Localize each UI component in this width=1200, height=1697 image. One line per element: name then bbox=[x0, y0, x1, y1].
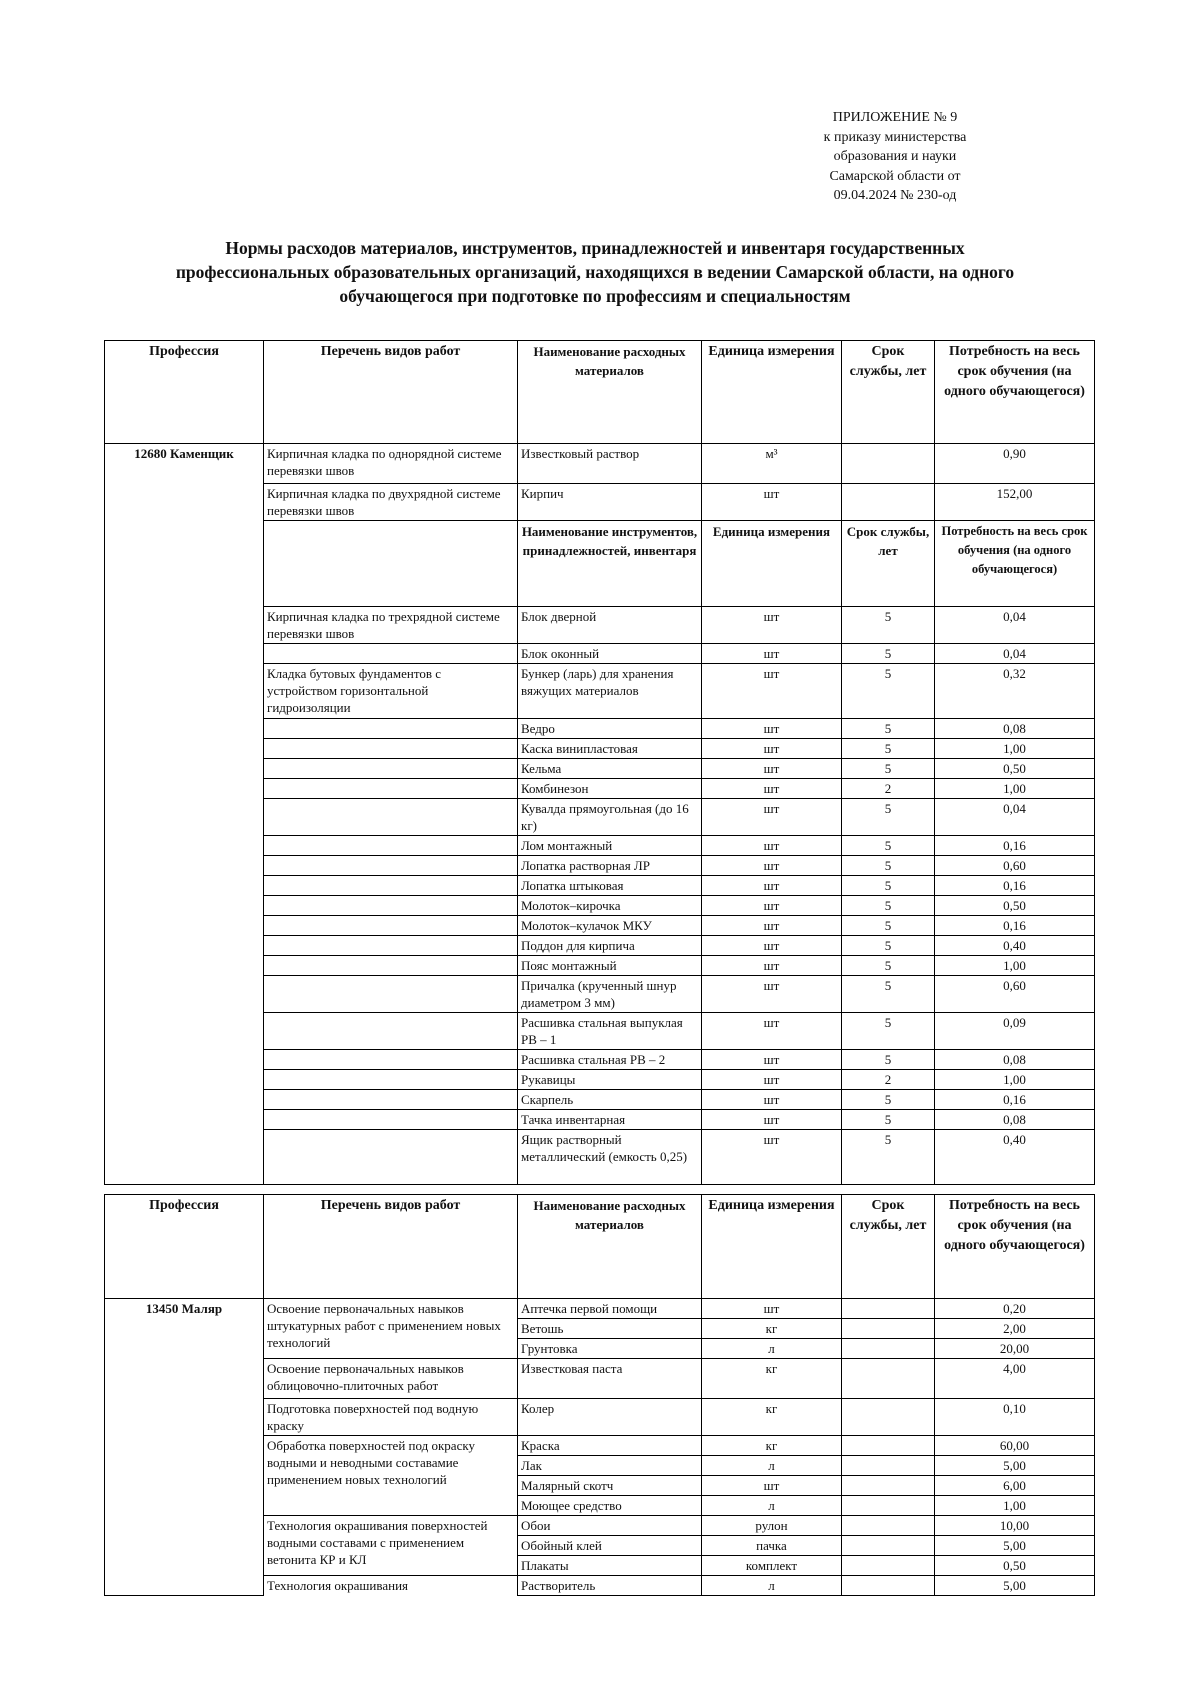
term-cell: 2 bbox=[842, 1070, 935, 1090]
need-cell: 5,00 bbox=[935, 1456, 1095, 1476]
need-cell: 0,32 bbox=[935, 664, 1095, 719]
need-cell: 5,00 bbox=[935, 1576, 1095, 1596]
term-cell: 5 bbox=[842, 739, 935, 759]
unit-cell: кг bbox=[702, 1399, 842, 1436]
item-name: Причалка (крученный шнур диаметром 3 мм) bbox=[518, 976, 702, 1013]
term-cell: 5 bbox=[842, 976, 935, 1013]
title-line: обучающегося при подготовке по профессиям и специальностям bbox=[339, 286, 851, 306]
work-cell bbox=[264, 1130, 518, 1185]
work-cell bbox=[264, 856, 518, 876]
need-cell: 0,50 bbox=[935, 896, 1095, 916]
need-cell: 6,00 bbox=[935, 1476, 1095, 1496]
work-cell bbox=[264, 896, 518, 916]
work-cell: Кирпичная кладка по двухрядной системе перевязки швов bbox=[264, 484, 518, 521]
work-cell bbox=[264, 799, 518, 836]
need-cell: 0,16 bbox=[935, 916, 1095, 936]
unit-cell: шт bbox=[702, 876, 842, 896]
term-cell bbox=[842, 1319, 935, 1339]
need-cell: 0,16 bbox=[935, 836, 1095, 856]
unit-cell: шт bbox=[702, 607, 842, 644]
work-cell: Кирпичная кладка по трехрядной системе перевязки швов bbox=[264, 607, 518, 644]
work-cell: Освоение первоначальных навыков штукатурных работ с применением новых технологий bbox=[264, 1299, 518, 1359]
item-name: Блок оконный bbox=[518, 644, 702, 664]
work-cell: Технология окрашивания bbox=[264, 1576, 518, 1596]
term-cell bbox=[842, 1299, 935, 1319]
item-name: Колер bbox=[518, 1399, 702, 1436]
unit-cell: м³ bbox=[702, 444, 842, 484]
work-cell: Обработка поверхностей под окраску водными и неводными составамие применением новых технологий bbox=[264, 1436, 518, 1516]
header-unit: Единица измерения bbox=[702, 341, 842, 444]
need-cell: 0,50 bbox=[935, 759, 1095, 779]
item-name: Грунтовка bbox=[518, 1339, 702, 1359]
appendix-line: образования и науки bbox=[833, 149, 957, 164]
unit-cell: шт bbox=[702, 1299, 842, 1319]
term-cell: 5 bbox=[842, 856, 935, 876]
work-cell bbox=[264, 1110, 518, 1130]
term-cell: 2 bbox=[842, 779, 935, 799]
need-cell: 1,00 bbox=[935, 779, 1095, 799]
work-cell bbox=[264, 779, 518, 799]
unit-cell: шт bbox=[702, 664, 842, 719]
norms-table-mason bbox=[104, 340, 1095, 1185]
term-cell bbox=[842, 1516, 935, 1536]
unit-cell: шт bbox=[702, 1090, 842, 1110]
unit-cell: шт bbox=[702, 1050, 842, 1070]
term-cell bbox=[842, 1359, 935, 1399]
item-name: Кувалда прямоугольная (до 16 кг) bbox=[518, 799, 702, 836]
need-cell: 0,16 bbox=[935, 1090, 1095, 1110]
item-name: Молоток–кулачок МКУ bbox=[518, 916, 702, 936]
term-cell: 5 bbox=[842, 1013, 935, 1050]
item-name: Моющее средство bbox=[518, 1496, 702, 1516]
unit-cell: пачка bbox=[702, 1536, 842, 1556]
unit-cell: шт bbox=[702, 916, 842, 936]
unit-cell: шт bbox=[702, 799, 842, 836]
unit-cell: шт bbox=[702, 759, 842, 779]
item-name: Ящик растворный металлический (емкость 0,25) bbox=[518, 1130, 702, 1185]
header-works: Перечень видов работ bbox=[264, 341, 518, 444]
item-name: Расшивка стальная РВ – 2 bbox=[518, 1050, 702, 1070]
unit-cell: л bbox=[702, 1339, 842, 1359]
table-header-row bbox=[105, 341, 1095, 444]
item-name: Растворитель bbox=[518, 1576, 702, 1596]
norms-table-painter bbox=[104, 1194, 1095, 1596]
unit-cell: шт bbox=[702, 1013, 842, 1050]
term-cell: 5 bbox=[842, 876, 935, 896]
header-tools: Наименование инструментов, принадлежностей, инвентаря bbox=[518, 521, 702, 607]
item-name: Известковый раствор bbox=[518, 444, 702, 484]
work-cell: Подготовка поверхностей под водную краску bbox=[264, 1399, 518, 1436]
item-name: Лак bbox=[518, 1456, 702, 1476]
item-name: Кельма bbox=[518, 759, 702, 779]
header-profession: Профессия bbox=[105, 1195, 264, 1299]
work-cell: Освоение первоначальных навыков облицовочно-плиточных работ bbox=[264, 1359, 518, 1399]
work-cell: Технология окрашивания поверхностей водными составами с применением ветонита КР и КЛ bbox=[264, 1516, 518, 1576]
term-cell: 5 bbox=[842, 936, 935, 956]
term-cell: 5 bbox=[842, 1130, 935, 1185]
profession-cell: 13450 Маляр bbox=[105, 1299, 264, 1596]
work-cell bbox=[264, 1050, 518, 1070]
work-cell bbox=[264, 976, 518, 1013]
work-cell bbox=[264, 739, 518, 759]
header-works: Перечень видов работ bbox=[264, 1195, 518, 1299]
term-cell: 5 bbox=[842, 836, 935, 856]
need-cell: 1,00 bbox=[935, 1496, 1095, 1516]
need-cell: 0,60 bbox=[935, 976, 1095, 1013]
unit-cell: шт bbox=[702, 836, 842, 856]
profession-cell: 12680 Каменщик bbox=[105, 444, 264, 1185]
need-cell: 5,00 bbox=[935, 1536, 1095, 1556]
term-cell bbox=[842, 484, 935, 521]
item-name: Обои bbox=[518, 1516, 702, 1536]
document-title bbox=[110, 236, 1080, 308]
work-cell bbox=[264, 916, 518, 936]
term-cell bbox=[842, 444, 935, 484]
term-cell: 5 bbox=[842, 664, 935, 719]
item-name: Ведро bbox=[518, 719, 702, 739]
item-name: Молоток–кирочка bbox=[518, 896, 702, 916]
term-cell: 5 bbox=[842, 644, 935, 664]
item-name: Краска bbox=[518, 1436, 702, 1456]
term-cell: 5 bbox=[842, 607, 935, 644]
unit-cell: шт bbox=[702, 719, 842, 739]
item-name: Обойный клей bbox=[518, 1536, 702, 1556]
header-term: Срок службы, лет bbox=[842, 1195, 935, 1299]
header-term: Срок службы, лет bbox=[842, 341, 935, 444]
item-name: Ветошь bbox=[518, 1319, 702, 1339]
term-cell bbox=[842, 1456, 935, 1476]
term-cell bbox=[842, 1476, 935, 1496]
need-cell: 4,00 bbox=[935, 1359, 1095, 1399]
header-need: Потребность на весь срок обучения (на одного обучающегося) bbox=[935, 1195, 1095, 1299]
appendix-line: 09.04.2024 № 230-од bbox=[833, 188, 957, 203]
item-name: Лом монтажный bbox=[518, 836, 702, 856]
appendix-line: Самарской области от bbox=[829, 168, 961, 184]
need-cell: 0,04 bbox=[935, 799, 1095, 836]
unit-cell: шт bbox=[702, 779, 842, 799]
table-row bbox=[105, 1299, 1095, 1319]
work-cell: Кладка бутовых фундаментов с устройством горизонтальной гидроизоляции bbox=[264, 664, 518, 719]
unit-cell: кг bbox=[702, 1359, 842, 1399]
unit-cell: л bbox=[702, 1496, 842, 1516]
title-line: профессиональных образовательных организаций, находящихся в ведении Самарской области, на одного bbox=[175, 262, 1015, 282]
work-cell bbox=[264, 521, 518, 607]
unit-cell: шт bbox=[702, 739, 842, 759]
unit-cell: шт bbox=[702, 896, 842, 916]
need-cell: 1,00 bbox=[935, 739, 1095, 759]
term-cell: 5 bbox=[842, 916, 935, 936]
need-cell: 0,08 bbox=[935, 1050, 1095, 1070]
unit-cell: кг bbox=[702, 1319, 842, 1339]
need-cell: 0,50 bbox=[935, 1556, 1095, 1576]
term-cell bbox=[842, 1399, 935, 1436]
item-name: Комбинезон bbox=[518, 779, 702, 799]
header-materials: Наименование расходных материалов bbox=[518, 341, 702, 444]
unit-cell: л bbox=[702, 1576, 842, 1596]
item-name: Лопатка штыковая bbox=[518, 876, 702, 896]
table-header-row bbox=[105, 1195, 1095, 1299]
need-cell: 0,40 bbox=[935, 936, 1095, 956]
term-cell bbox=[842, 1339, 935, 1359]
item-name: Поддон для кирпича bbox=[518, 936, 702, 956]
item-name: Рукавицы bbox=[518, 1070, 702, 1090]
work-cell bbox=[264, 876, 518, 896]
header-materials: Наименование расходных материалов bbox=[518, 1195, 702, 1299]
term-cell bbox=[842, 1576, 935, 1596]
need-cell: 0,04 bbox=[935, 644, 1095, 664]
work-cell bbox=[264, 836, 518, 856]
header-need: Потребность на весь срок обучения (на одного обучающегося) bbox=[935, 341, 1095, 444]
term-cell: 5 bbox=[842, 956, 935, 976]
item-name: Малярный скотч bbox=[518, 1476, 702, 1496]
appendix-line: к приказу министерства bbox=[823, 129, 967, 145]
term-cell: 5 bbox=[842, 1050, 935, 1070]
title-line: Нормы расходов материалов, инструментов, принадлежностей и инвентаря государственных bbox=[225, 238, 965, 258]
need-cell: 152,00 bbox=[935, 484, 1095, 521]
term-cell: 5 bbox=[842, 719, 935, 739]
item-name: Кирпич bbox=[518, 484, 702, 521]
need-cell: 0,16 bbox=[935, 876, 1095, 896]
unit-cell: шт bbox=[702, 484, 842, 521]
item-name: Каска винипластовая bbox=[518, 739, 702, 759]
unit-cell: шт bbox=[702, 1130, 842, 1185]
need-cell: 1,00 bbox=[935, 956, 1095, 976]
appendix-line: ПРИЛОЖЕНИЕ № 9 bbox=[832, 110, 958, 125]
item-name: Бункер (ларь) для хранения вяжущих материалов bbox=[518, 664, 702, 719]
term-cell bbox=[842, 1436, 935, 1456]
unit-cell: шт bbox=[702, 1070, 842, 1090]
appendix-block bbox=[780, 108, 1010, 206]
unit-cell: шт bbox=[702, 1110, 842, 1130]
item-name: Блок дверной bbox=[518, 607, 702, 644]
work-cell bbox=[264, 644, 518, 664]
work-cell bbox=[264, 759, 518, 779]
unit-cell: шт bbox=[702, 956, 842, 976]
unit-cell: кг bbox=[702, 1436, 842, 1456]
work-cell bbox=[264, 956, 518, 976]
term-cell: 5 bbox=[842, 896, 935, 916]
header-unit: Единица измерения bbox=[702, 1195, 842, 1299]
item-name: Аптечка первой помощи bbox=[518, 1299, 702, 1319]
unit-cell: шт bbox=[702, 1476, 842, 1496]
work-cell: Кирпичная кладка по однорядной системе перевязки швов bbox=[264, 444, 518, 484]
need-cell: 0,90 bbox=[935, 444, 1095, 484]
table-row bbox=[105, 444, 1095, 484]
item-name: Известковая паста bbox=[518, 1359, 702, 1399]
need-cell: 0,10 bbox=[935, 1399, 1095, 1436]
work-cell bbox=[264, 1070, 518, 1090]
unit-cell: л bbox=[702, 1456, 842, 1476]
need-cell: 0,08 bbox=[935, 1110, 1095, 1130]
item-name: Расшивка стальная выпуклая РВ – 1 bbox=[518, 1013, 702, 1050]
work-cell bbox=[264, 936, 518, 956]
need-cell: 0,04 bbox=[935, 607, 1095, 644]
term-cell: 5 bbox=[842, 1110, 935, 1130]
need-cell: 1,00 bbox=[935, 1070, 1095, 1090]
need-cell: 20,00 bbox=[935, 1339, 1095, 1359]
need-cell: 0,20 bbox=[935, 1299, 1095, 1319]
need-cell: 0,09 bbox=[935, 1013, 1095, 1050]
term-cell: 5 bbox=[842, 799, 935, 836]
need-cell: 2,00 bbox=[935, 1319, 1095, 1339]
need-cell: 0,08 bbox=[935, 719, 1095, 739]
item-name: Тачка инвентарная bbox=[518, 1110, 702, 1130]
need-cell: 0,60 bbox=[935, 856, 1095, 876]
unit-cell: шт bbox=[702, 976, 842, 1013]
item-name: Плакаты bbox=[518, 1556, 702, 1576]
term-cell bbox=[842, 1536, 935, 1556]
unit-cell: шт bbox=[702, 856, 842, 876]
term-cell: 5 bbox=[842, 759, 935, 779]
unit-cell: шт bbox=[702, 936, 842, 956]
term-cell: 5 bbox=[842, 1090, 935, 1110]
unit-cell: комплект bbox=[702, 1556, 842, 1576]
header-need: Потребность на весь срок обучения (на одного обучающегося) bbox=[935, 521, 1095, 607]
work-cell bbox=[264, 1013, 518, 1050]
item-name: Скарпель bbox=[518, 1090, 702, 1110]
header-profession: Профессия bbox=[105, 341, 264, 444]
header-term: Срок службы, лет bbox=[842, 521, 935, 607]
term-cell bbox=[842, 1556, 935, 1576]
work-cell bbox=[264, 1090, 518, 1110]
unit-cell: шт bbox=[702, 644, 842, 664]
item-name: Лопатка растворная ЛР bbox=[518, 856, 702, 876]
need-cell: 10,00 bbox=[935, 1516, 1095, 1536]
item-name: Пояс монтажный bbox=[518, 956, 702, 976]
need-cell: 0,40 bbox=[935, 1130, 1095, 1185]
unit-cell: рулон bbox=[702, 1516, 842, 1536]
work-cell bbox=[264, 719, 518, 739]
term-cell bbox=[842, 1496, 935, 1516]
header-unit: Единица измерения bbox=[702, 521, 842, 607]
need-cell: 60,00 bbox=[935, 1436, 1095, 1456]
